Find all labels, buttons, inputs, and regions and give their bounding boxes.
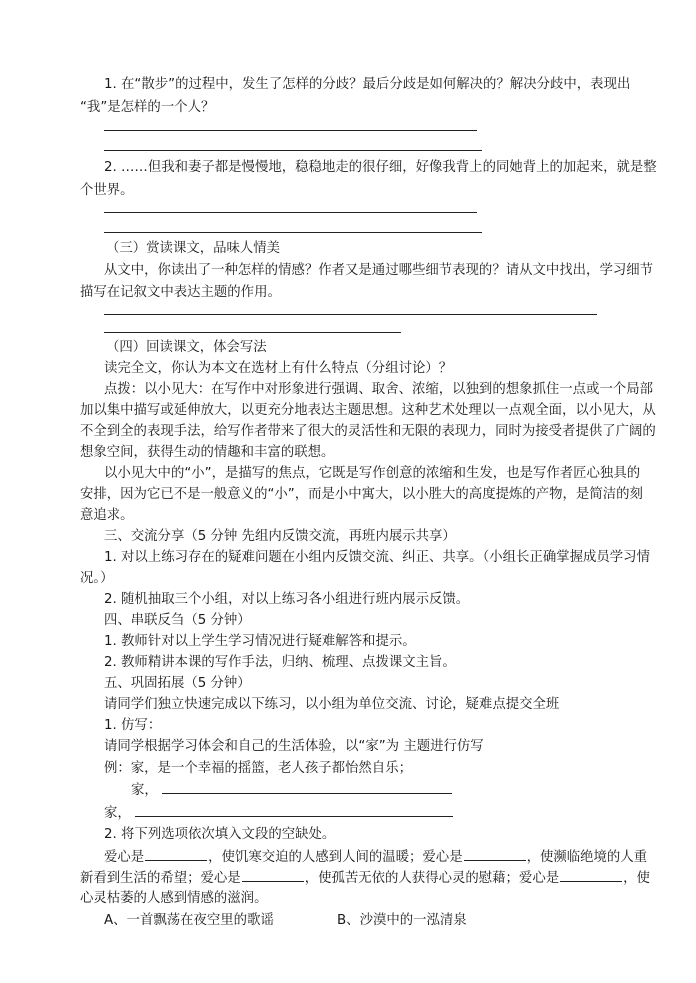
answer-line [104, 130, 477, 131]
answer-blank[interactable] [135, 804, 453, 817]
text-segment: 爱心是 [104, 850, 145, 865]
section-4-para2-line2: 安排，因为它已不是一般意义的“小”，而是小中寓大，以小胜大的高度提炼的产物，是简洁的刻 [80, 487, 643, 502]
question-2-line2: 个世界。 [80, 183, 134, 198]
part-3-item2: 2. 随机抽取三个小组，对以上练习各小组进行班内展示反馈。 [104, 592, 470, 607]
fill-label: 家， [131, 783, 158, 798]
part-5-q2-label: 2. 将下列选项依次填入文段的空缺处。 [104, 827, 336, 842]
fill-line-2[interactable] [104, 804, 453, 823]
part-3-item1-line2: 况。） [80, 571, 114, 586]
section-3-line2: 描写在记叙文中表达主题的作用。 [80, 285, 281, 300]
option-a: A、一首飘荡在夜空里的歌谣 [104, 913, 274, 928]
part-3-heading: 三、交流分享（5 分钟 先组内反馈交流，再班内展示共享） [104, 529, 456, 544]
section-4-para2-line1: 以小见大中的“小”，是描写的焦点，它既是写作创意的浓缩和生发，也是写作者匠心独具的 [104, 466, 641, 481]
part-4-heading: 四、串联反刍（5 分钟） [104, 613, 251, 628]
answer-blank[interactable] [242, 869, 304, 882]
section-4-para1-line3: 不全到全的表现手法，给写作者带来了很大的灵活性和无限的表现力，同时为接受者提供了广阔的 [80, 424, 656, 439]
answer-blank[interactable] [145, 848, 207, 861]
part-5-q1-label: 1. 仿写： [104, 718, 162, 733]
part-5-example: 例：家，是一个幸福的摇篮，老人孩子都怡然自乐； [104, 761, 412, 776]
answer-line [104, 232, 482, 233]
answer-line [104, 314, 597, 315]
part-5-q2-line1 [104, 848, 647, 867]
fill-label: 家， [104, 806, 131, 821]
text-segment: ，使濒临绝境的人重 [526, 850, 648, 865]
part-4-item2: 2. 教师精讲本课的写作手法，归纳、梳理、点拨课文主旨。 [104, 655, 456, 670]
text-segment: ，使 [623, 871, 650, 886]
answer-blank[interactable] [464, 848, 526, 861]
section-3-line1: 从文中，你读出了一种怎样的情感？作者又是通过哪些细节表现的？请从文中找出，学习细节 [104, 263, 654, 278]
section-3-heading: （三）赏读课文，品味人情美 [106, 241, 281, 256]
section-4-para1-line1: 点拨：以小见大：在写作中对形象进行强调、取舍、浓缩，以独到的想象抓住一点或一个局部 [104, 382, 654, 397]
section-4-para1-line2: 加以集中描写或延伸放大，以更充分地表达主题思想。这种艺术处理以一点观全面，以小见大，从 [80, 403, 656, 418]
option-b: B、沙漠中的一泓清泉 [337, 913, 467, 928]
part-4-item1: 1. 教师针对以上学生学习情况进行疑难解答和提示。 [104, 634, 416, 649]
section-4-para2-line3: 意追求。 [80, 508, 134, 523]
section-4-para1-line4: 想象空间，获得生动的情趣和丰富的联想。 [80, 445, 335, 460]
answer-blank[interactable] [162, 781, 452, 794]
answer-line [104, 332, 401, 333]
text-segment: ，使孤苦无依的人获得心灵的慰藉；爱心是 [304, 871, 560, 886]
part-5-q1-prompt: 请同学根据学习体会和自己的生活体验，以“家”为 主题进行仿写 [104, 739, 484, 754]
part-3-item1-line1: 1. 对以上练习存在的疑难问题在小组内反馈交流、纠正、共享。（小组长正确掌握成员学习情 [104, 550, 650, 565]
answer-line [104, 212, 477, 213]
answer-line [104, 150, 482, 151]
part-5-q2-line3: 心灵枯萎的人感到情感的滋润。 [80, 891, 268, 906]
text-segment: ，使饥寒交迫的人感到人间的温暖；爱心是 [208, 850, 463, 865]
question-1-line1: 1. 在“散步”的过程中，发生了怎样的分歧？最后分歧是如何解决的？解决分歧中，表现出 [104, 77, 631, 92]
part-5-heading: 五、巩固拓展（5 分钟） [104, 676, 251, 691]
part-5-intro: 请同学们独立快速完成以下练习，以小组为单位交流、讨论，疑难点提交全班 [104, 697, 560, 712]
part-5-q2-line2 [80, 869, 650, 888]
question-1-line2: “我”是怎样的一个人？ [80, 100, 215, 115]
text-segment: 新看到生活的希望；爱心是 [80, 871, 241, 886]
section-4-heading: （四）回读课文，体会写法 [106, 340, 267, 355]
fill-line-1[interactable] [131, 781, 452, 800]
question-2-line1: 2. ……但我和妻子都是慢慢地，稳稳地走的很仔细，好像我背上的同她背上的加起来，就是整 [104, 160, 657, 175]
answer-blank[interactable] [560, 869, 622, 882]
section-4-question: 读完全文，你认为本文在选材上有什么特点（分组讨论）？ [104, 361, 453, 376]
